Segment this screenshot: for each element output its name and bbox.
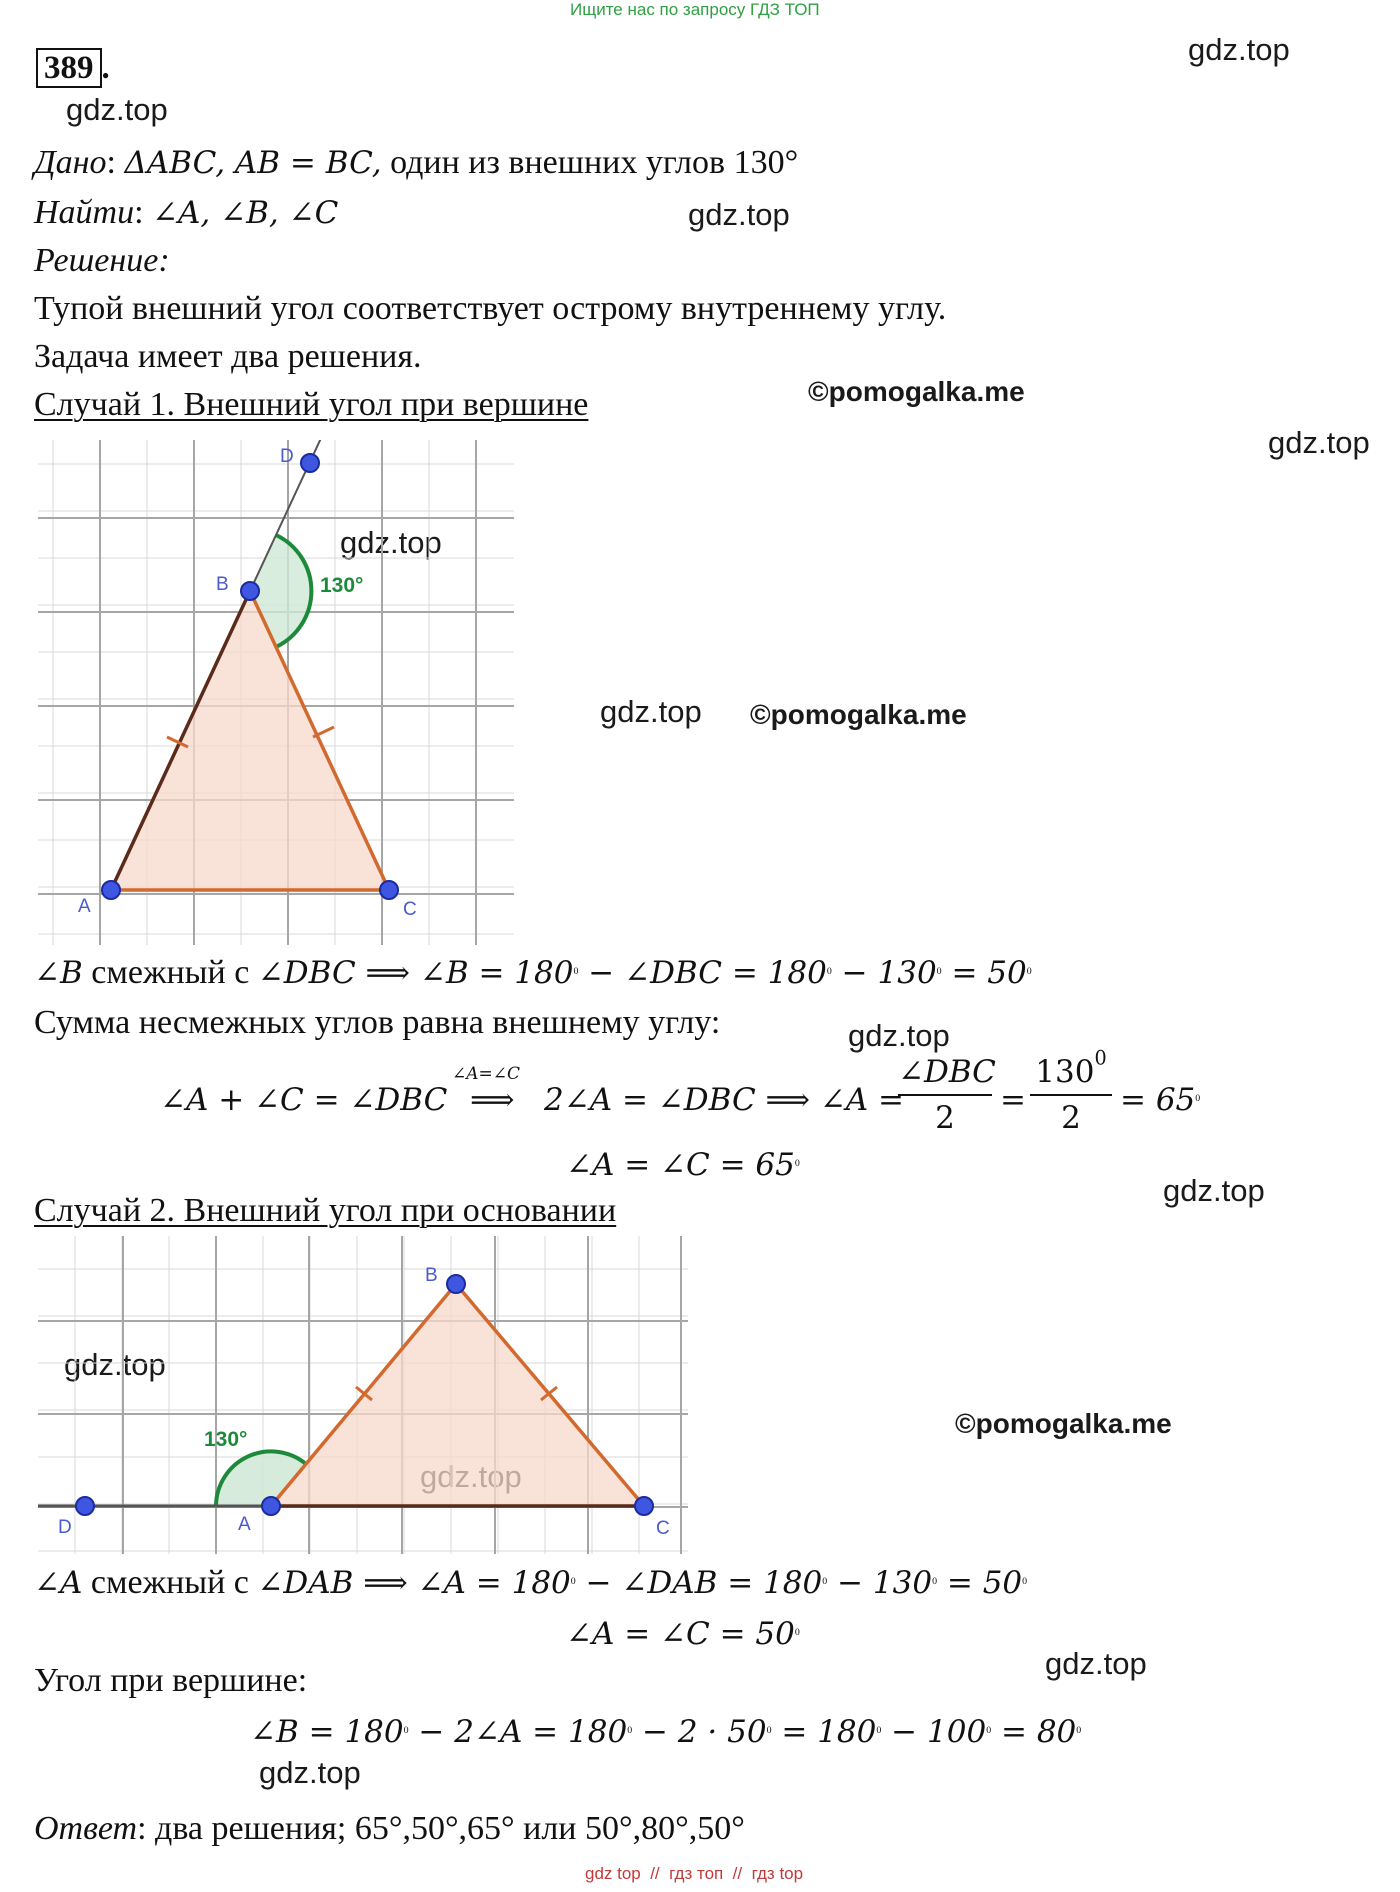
case1-fraction-2: $130^0$ 2 [1030,1052,1112,1138]
point-d [76,1497,94,1515]
angle-label: 130° [320,574,364,597]
angle-label: 130° [204,1428,248,1451]
label-c: C [403,899,417,920]
case1-eq1: ∠B смежный с ∠DBC ⟹ ∠B = $180^0$ − ∠DBC = $180^0 - 130^0 = 50^0$ [34,954,1032,991]
label-b: B [425,1265,438,1286]
case1-eq2-left: ∠A + ∠C = ∠DBC [160,1082,448,1118]
label-a: A [238,1514,251,1535]
given-label: Дано [34,144,107,181]
watermark-gdz: gdz.top [1045,1646,1147,1681]
point-d [301,454,319,472]
case1-fraction-1: ∠DBC 2 [898,1054,996,1136]
case1-eq3: ∠A = ∠C = $65^0$ [566,1147,800,1183]
answer-label: Ответ [34,1810,138,1847]
watermark-gdz: gdz.top [340,525,442,560]
point-b [241,582,259,600]
answer-line: Ответ: два решения; 65°,50°,65° или 50°,80°,50° [34,1810,745,1847]
watermark-gdz: gdz.top [1163,1173,1265,1208]
given-line: Дано: ΔABC, AB = BC, один из внешних углов 130° [34,144,799,181]
solution-label: Решение: [34,242,170,279]
label-d: D [58,1517,72,1538]
watermark-gdz: gdz.top [600,694,702,729]
watermark-pomogalka: ©pomogalka.me [955,1408,1172,1439]
case1-eq2-result: = $65^0$ [1120,1082,1201,1118]
watermark-gdz: gdz.top [259,1755,361,1790]
watermark-gdz: gdz.top [66,92,168,127]
given-math: ΔABC, AB = BC, [124,145,382,181]
point-a [262,1497,280,1515]
label-b: B [216,574,229,595]
case1-eq2-equals: = [1000,1082,1026,1118]
given-text: один из внешних углов 130° [381,144,799,181]
case2-figure [38,1236,688,1554]
label-c: C [656,1518,670,1539]
case2-eq2: ∠A = ∠C = $50^0$ [566,1616,800,1652]
case1-eq2-over: ∠A=∠C [452,1064,521,1084]
solution-line-1: Тупой внешний угол соответствует острому внутреннему углу. [34,290,947,327]
header-search-hint[interactable]: Ищите нас по запросу ГДЗ ТОП [570,0,820,19]
watermark-gdz: gdz.top [848,1018,950,1053]
point-a [102,881,120,899]
case1-sum-text: Сумма несмежных углов равна внешнему углу: [34,1004,721,1041]
problem-number-box: 389 [36,48,102,88]
watermark-gdz: gdz.top [1268,425,1370,460]
point-c [635,1497,653,1515]
case2-heading: Случай 2. Внешний угол при основании [34,1192,617,1229]
watermark-gdz: gdz.top [64,1347,166,1382]
watermark-gdz: gdz.top [1188,32,1290,67]
find-math: ∠A, ∠B, ∠C [152,195,339,231]
case2-vertex-text: Угол при вершине: [34,1662,308,1699]
watermark-pomogalka: ©pomogalka.me [750,699,967,730]
point-b [447,1275,465,1293]
watermark-gdz: gdz.top [688,197,790,232]
case1-eq2-arrow: ⟹ [470,1082,515,1118]
problem-number [36,48,110,88]
triangle-abc-fill [111,591,389,890]
find-label: Найти [34,194,135,231]
case1-figure [38,440,514,945]
label-d: D [280,446,294,467]
case1-heading: Случай 1. Внешний угол при вершине [34,386,589,423]
case2-eq3: ∠B = $180^0$ − 2∠A = $180^0 - 2 \cdot 50^0 = 180^0 - 100^0 = 80^0$ [250,1714,1082,1750]
problem-number-dot: . [101,50,110,86]
watermark-pomogalka: ©pomogalka.me [808,376,1025,407]
footer-links[interactable]: gdz top // гдз топ // гдз top [585,1864,804,1883]
case1-eq2-mid: 2∠A = ∠DBC ⟹ ∠A = [544,1082,905,1118]
label-a: A [78,896,91,917]
find-line: Найти: ∠A, ∠B, ∠C [34,194,339,231]
answer-text: два решения; 65°,50°,65° или 50°,80°,50° [146,1810,745,1847]
point-c [380,881,398,899]
solution-line-2: Задача имеет два решения. [34,338,422,375]
case2-eq1: ∠A смежный с ∠DAB ⟹ ∠A = $180^0$ − ∠DAB = $180^0 - 130^0 = 50^0$ [34,1564,1028,1601]
